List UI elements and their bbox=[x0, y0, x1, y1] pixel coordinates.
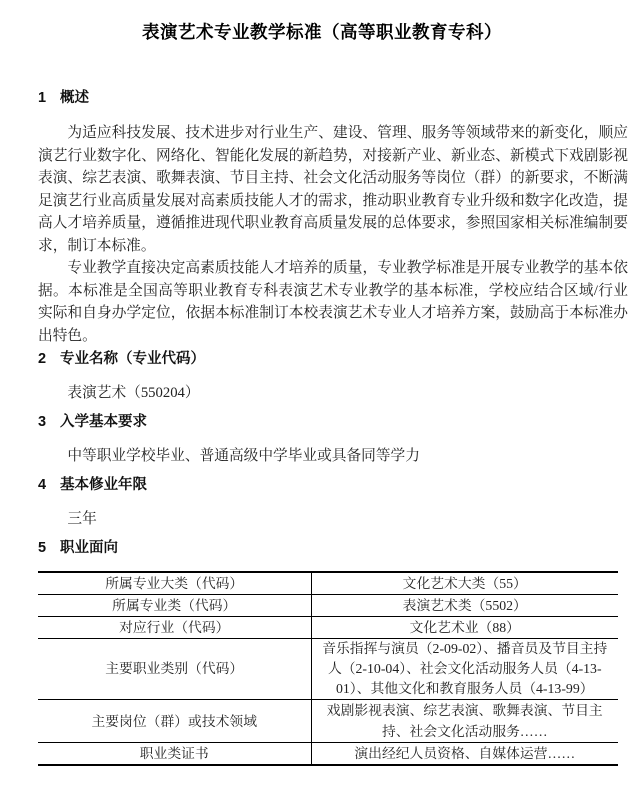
section-heading-overview bbox=[38, 90, 628, 106]
section-number: 5 bbox=[38, 540, 47, 556]
document-title: 表演艺术专业教学标准（高等职业教育专科） bbox=[142, 22, 502, 42]
section-heading-major-name bbox=[38, 351, 628, 367]
section-heading-label: 职业面向 bbox=[60, 540, 118, 556]
section-heading-label: 入学基本要求 bbox=[60, 414, 147, 430]
table-row bbox=[38, 700, 618, 743]
table-cell-label: 职业类证书 bbox=[38, 743, 311, 766]
section-heading-entry-requirements bbox=[38, 414, 628, 430]
section-heading-label: 概述 bbox=[60, 90, 89, 106]
table-cell-value: 演出经纪人员资格、自媒体运营…… bbox=[354, 746, 576, 761]
entry-requirements-value: 中等职业学校毕业、普通高级中学毕业或具备同等学力 bbox=[67, 448, 420, 464]
section-heading-study-duration bbox=[38, 477, 628, 493]
career-orientation-table bbox=[38, 571, 618, 766]
table-row bbox=[38, 617, 618, 639]
table-row bbox=[38, 639, 618, 700]
table-cell-label: 主要岗位（群）或技术领域 bbox=[38, 700, 311, 743]
section-number: 4 bbox=[38, 477, 47, 493]
table-cell-label: 所属专业类（代码） bbox=[38, 595, 311, 617]
table-cell-label: 对应行业（代码） bbox=[38, 617, 311, 639]
section-number: 1 bbox=[38, 90, 47, 106]
section-heading-label: 专业名称（专业代码） bbox=[60, 351, 205, 367]
table-row bbox=[38, 595, 618, 617]
table-row bbox=[38, 572, 618, 595]
section-number: 2 bbox=[38, 351, 47, 367]
table-cell-value: 文化艺术业（88） bbox=[311, 617, 618, 639]
overview-paragraph-2: 专业教学直接决定高素质技能人才培养的质量，专业教学标准是开展专业教学的基本依据。本标准是全国高等职业教育专科表演艺术专业教学的基本标准，学校应结合区域/行业实际和自身办学定位，依据本标准制订本校表演艺术专业人才培养方案，鼓励高于本标准办出特色。 bbox=[38, 260, 628, 344]
table-cell-label: 主要职业类别（代码） bbox=[38, 639, 311, 700]
table-cell-value: 音乐指挥与演员（2-09-02）、播音员及节目主持人（2-10-04）、社会文化活动服务人员（4-13-01）、其他文化和教育服务人员（4-13-99） bbox=[311, 639, 618, 700]
table-row bbox=[38, 743, 618, 766]
study-duration-value: 三年 bbox=[67, 511, 97, 527]
section-heading-label: 基本修业年限 bbox=[60, 477, 147, 493]
table-cell-value: 文化艺术大类（55） bbox=[311, 572, 618, 595]
section-number: 3 bbox=[38, 414, 47, 430]
table-cell-label: 所属专业大类（代码） bbox=[38, 572, 311, 595]
overview-paragraph-1: 为适应科技发展、技术进步对行业生产、建设、管理、服务等领域带来的新变化，顺应演艺行业数字化、网络化、智能化发展的新趋势，对接新产业、新业态、新模式下戏剧影视表演、综艺表演、歌舞表演、节目主持、社会文化活动服务等岗位（群）的新要求，不断满足演艺行业高质量发展对高素质技能人才的需求，推动职业教育专业升级和数字化改造，提高人才培养质量，遵循推进现代职业教育高质量发展的总体要求，参照国家相关标准编制要求，制订本标准。 bbox=[38, 125, 628, 254]
table-cell-value: 戏剧影视表演、综艺表演、歌舞表演、节目主持、社会文化活动服务…… bbox=[311, 700, 618, 743]
section-heading-career-orientation bbox=[38, 540, 628, 556]
table-cell-value: 表演艺术类（5502） bbox=[311, 595, 618, 617]
major-name-value: 表演艺术（550204） bbox=[67, 385, 200, 401]
